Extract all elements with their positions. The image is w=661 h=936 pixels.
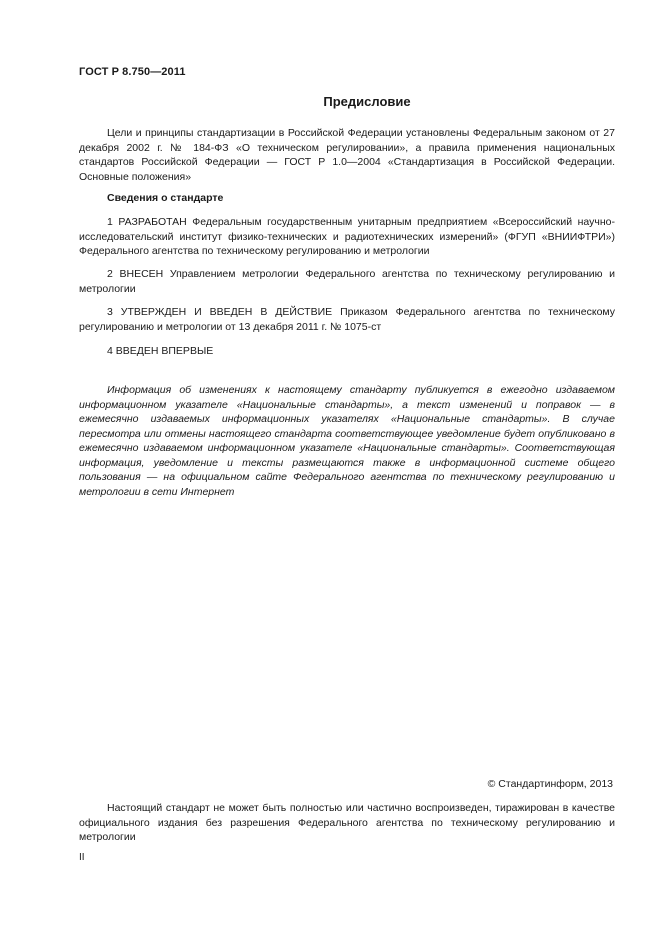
standard-info-item-1: 1 РАЗРАБОТАН Федеральным государственным унитарным предприятием «Всероссийский научно-исследовательский институт физико-технических и радиотехнических измерений» (ФГУП «ВНИИФТРИ») Федерального агентства по техническому регулированию и метрологии: [79, 216, 615, 257]
standard-info-heading: Сведения о стандарте: [107, 192, 224, 204]
changes-notice: Информация об изменениях к настоящему стандарту публикуется в ежегодно издаваемом информационном указателе «Национальные стандарты», а текст изменений и поправок — в ежемесячно издаваемых информационных указателях «Национальные стандарты». В случае пересмотра или отмены настоящего стандарта соответствующее уведомление будет опубликовано в ежемесячно издаваемом информационном указателе «Национальные стандарты». Соответствующая информация, уведомление и тексты размещаются также в информационной системе общего пользования — на официальном сайте Федерального агентства по техническому регулированию и метрологии в сети Интернет: [79, 384, 615, 498]
page-number: II: [79, 852, 85, 863]
document-code: ГОСТ Р 8.750—2011: [79, 66, 186, 78]
copyright-notice: © Стандартинформ, 2013: [487, 778, 613, 790]
standard-info-item-3: 3 УТВЕРЖДЕН И ВВЕДЕН В ДЕЙСТВИЕ Приказом Федерального агентства по техническому регулированию и метрологии от 13 декабря 2011 г. № 1075-ст: [79, 306, 615, 333]
intro-paragraph: Цели и принципы стандартизации в Российской Федерации установлены Федеральным законом от 27 декабря 2002 г. № 184-ФЗ «О техническом регулировании», а правила применения национальных стандартов Российской Федерации — ГОСТ Р 1.0—2004 «Стандартизация в Российской Федерации. Основные положения»: [79, 127, 615, 183]
reproduction-notice: Настоящий стандарт не может быть полностью или частично воспроизведен, тиражирован в качестве официального издания без разрешения Федерального агентства по техническому регулированию и метрологии: [79, 802, 615, 843]
page-title: Предисловие: [323, 94, 411, 109]
standard-info-item-4: 4 ВВЕДЕН ВПЕРВЫЕ: [107, 345, 214, 357]
standard-info-item-2: 2 ВНЕСЕН Управлением метрологии Федерального агентства по техническому регулированию и метрологии: [79, 268, 615, 295]
